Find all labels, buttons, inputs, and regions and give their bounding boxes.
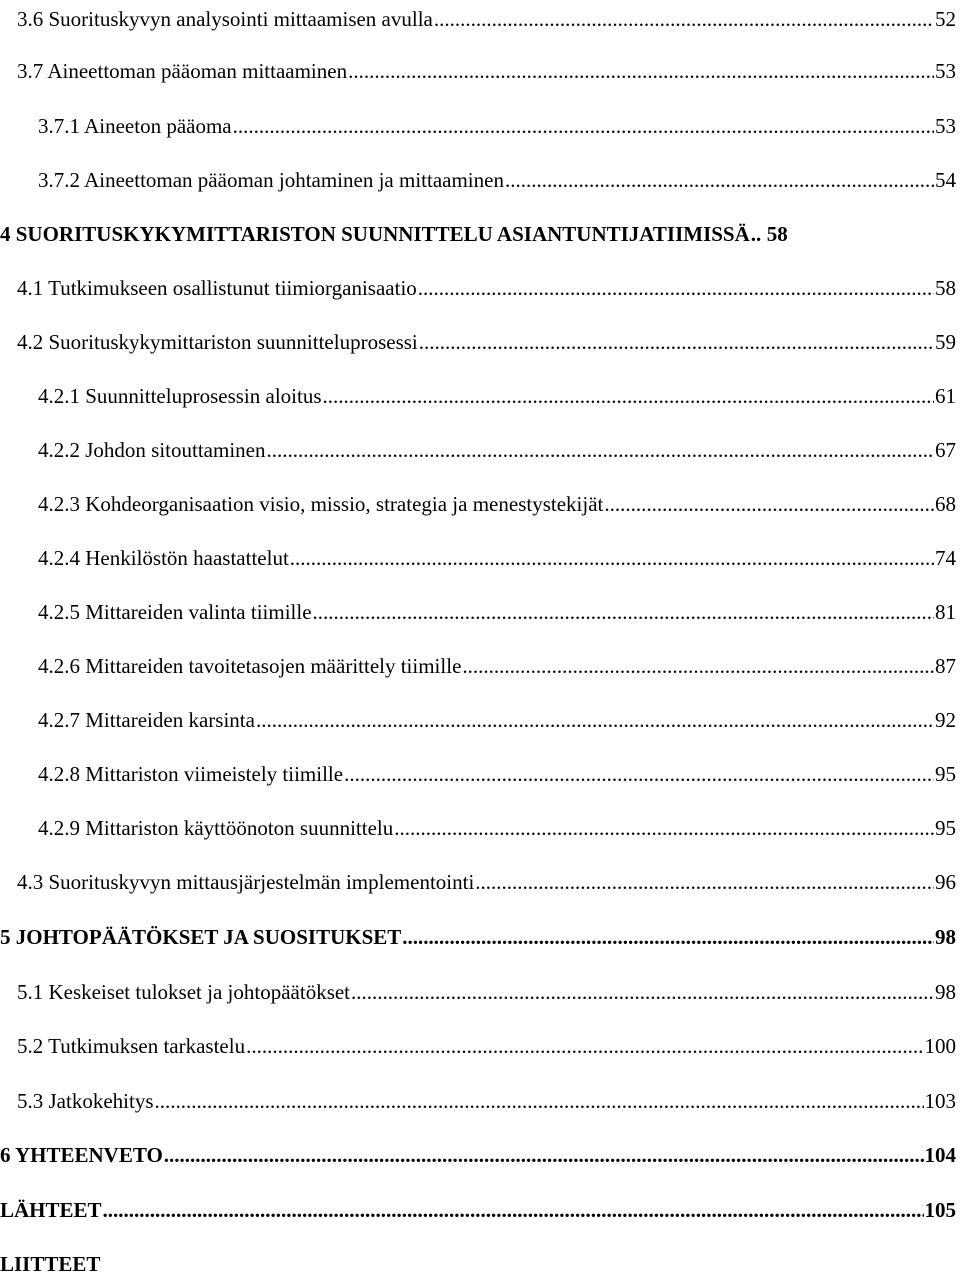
toc-entry-title: 4.2.2 Johdon sitouttaminen xyxy=(38,438,266,462)
toc-dot-leader xyxy=(418,275,934,301)
toc-entry xyxy=(38,755,956,787)
toc-entry xyxy=(17,269,956,301)
toc-entry-title: 5.3 Jatkokehitys xyxy=(17,1089,154,1113)
toc-page-number: 87 xyxy=(935,654,956,678)
toc-entry-title: 5.1 Keskeiset tulokset ja johtopäätökset xyxy=(17,980,351,1004)
toc-entry xyxy=(38,647,956,679)
toc-dot-leader xyxy=(233,113,934,139)
toc-entry xyxy=(17,863,956,895)
toc-page-number: 104 xyxy=(924,1143,956,1167)
toc-page-number: 58 xyxy=(935,276,956,300)
toc-page-number: 95 xyxy=(935,762,956,786)
toc-page-number: 96 xyxy=(935,870,956,894)
toc-entry-title: 4 SUORITUSKYKYMITTARISTON SUUNNITTELU ASIANTUNTIJATIIMISSÄ xyxy=(0,222,750,246)
toc-page-number: 59 xyxy=(935,330,956,354)
toc-entry-title: 4.2 Suorituskykymittariston suunnitteluprosessi xyxy=(17,330,418,354)
toc-page-number: 98 xyxy=(935,925,956,949)
toc-page-number: 103 xyxy=(924,1089,956,1113)
toc-dot-leader xyxy=(290,545,934,571)
toc-entry xyxy=(0,1136,956,1168)
toc-dot-leader xyxy=(256,707,934,733)
toc-page-number: 53 xyxy=(935,59,956,83)
toc-page-number: 74 xyxy=(935,546,956,570)
toc-page-number: 92 xyxy=(935,708,956,732)
toc-dot-leader xyxy=(267,437,935,463)
toc-entry xyxy=(0,918,956,950)
toc-entry xyxy=(17,973,956,1005)
toc-entry-title: 4.2.7 Mittareiden karsinta xyxy=(38,708,255,732)
toc-entry-title: 6 YHTEENVETO xyxy=(0,1143,163,1167)
toc-dot-leader xyxy=(164,1142,924,1168)
toc-dot-leader xyxy=(462,653,934,679)
toc-entry xyxy=(38,701,956,733)
toc-dot-leader xyxy=(323,383,935,409)
toc-dot-leader xyxy=(155,1088,924,1114)
toc-entry-title: 3.7 Aineettoman pääoman mittaaminen xyxy=(17,59,348,83)
toc-entry xyxy=(38,485,956,517)
toc-entry xyxy=(38,377,956,409)
toc-page-number: 68 xyxy=(935,492,956,516)
toc-entry xyxy=(38,107,956,139)
toc-entry-title: LÄHTEET xyxy=(0,1198,102,1222)
toc-dot-leader xyxy=(434,6,934,32)
toc-entry-title: 4.2.3 Kohdeorganisaation visio, missio, strategia ja menestystekijät xyxy=(38,492,604,516)
toc-entry-title: 4.2.4 Henkilöstön haastattelut xyxy=(38,546,289,570)
toc-dot-leader xyxy=(313,599,934,625)
toc-dot-leader xyxy=(419,329,934,355)
toc-entry xyxy=(38,593,956,625)
toc-entry xyxy=(17,323,956,355)
toc-entry-title: 3.6 Suorituskyvyn analysointi mittaamisen avulla xyxy=(17,7,433,31)
toc-dot-leader xyxy=(246,1033,923,1059)
toc-dot-leader xyxy=(394,815,934,841)
toc-entry-title: 4.2.9 Mittariston käyttöönoton suunnittelu xyxy=(38,816,394,840)
toc-entry xyxy=(0,1191,956,1223)
toc-entry xyxy=(17,1027,956,1059)
toc-page-number: 105 xyxy=(924,1198,956,1222)
toc-entry-title: 4.2.6 Mittareiden tavoitetasojen määrittely tiimille xyxy=(38,654,462,678)
toc-page-number: 52 xyxy=(935,7,956,31)
toc-page-number: 81 xyxy=(935,600,956,624)
toc-dot-leader xyxy=(103,1197,924,1223)
toc-entry xyxy=(17,0,956,32)
toc-page-number: 58 xyxy=(766,222,788,246)
toc-entry-title: 4.2.5 Mittareiden valinta tiimille xyxy=(38,600,312,624)
toc-page-number: 54 xyxy=(935,168,956,192)
toc-entry-title: 3.7.2 Aineettoman pääoman johtaminen ja mittaaminen xyxy=(38,168,504,192)
toc-page-number: 100 xyxy=(924,1034,956,1058)
toc-dot-leader xyxy=(348,58,934,84)
toc-entry-title: 5 JOHTOPÄÄTÖKSET JA SUOSITUKSET xyxy=(0,925,402,949)
toc-dot-leader xyxy=(505,167,934,193)
toc-entry xyxy=(38,431,956,463)
toc-dot-leader xyxy=(751,221,761,247)
toc-entry xyxy=(17,52,956,84)
toc-dot-leader xyxy=(402,924,934,950)
toc-page-number: 61 xyxy=(935,384,956,408)
toc-dot-leader xyxy=(351,979,934,1005)
toc-entry xyxy=(17,1082,956,1114)
toc-dot-leader xyxy=(475,869,934,895)
toc-entry-title: 4.2.8 Mittariston viimeistely tiimille xyxy=(38,762,344,786)
toc-page-number: 53 xyxy=(935,114,956,138)
toc-entry-title: 3.7.1 Aineeton pääoma xyxy=(38,114,232,138)
toc-entry-title: 5.2 Tutkimuksen tarkastelu xyxy=(17,1034,246,1058)
toc-entry-title: 4.3 Suorituskyvyn mittausjärjestelmän implementointi xyxy=(17,870,475,894)
toc-page-number: 67 xyxy=(935,438,956,462)
toc-dot-leader xyxy=(604,491,934,517)
toc-entry-title: 4.2.1 Suunnitteluprosessin aloitus xyxy=(38,384,322,408)
toc-entry xyxy=(38,539,956,571)
toc-entry-title: 4.1 Tutkimukseen osallistunut tiimiorganisaatio xyxy=(17,276,417,300)
toc-page-number: 95 xyxy=(935,816,956,840)
toc-entry xyxy=(38,161,956,193)
toc-entry xyxy=(38,809,956,841)
toc-page-number: 98 xyxy=(935,980,956,1004)
toc-dot-leader xyxy=(344,761,934,787)
toc-entry-title: LIITTEET xyxy=(0,1252,101,1276)
toc-entry xyxy=(0,215,956,247)
